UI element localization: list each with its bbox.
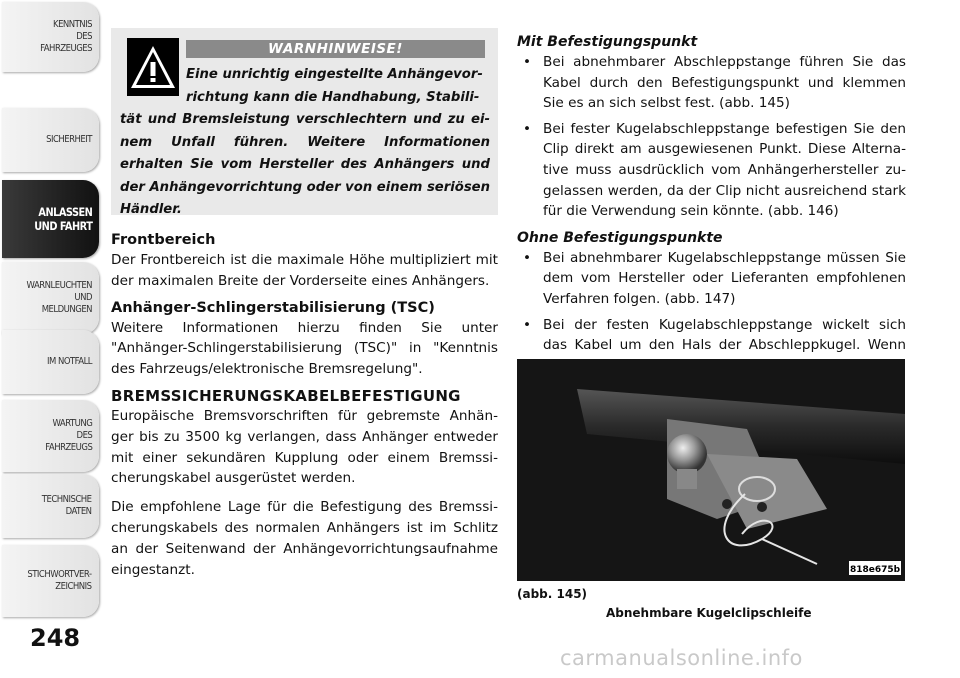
warning-line-1: Eine unrichtig eingestellte Anhängevor-: [186, 67, 483, 82]
warning-body: tät und Bremsleistung verschlechtern und zu ei- nem Unfall führen. Weitere Informationen erhalten Sie vom Hersteller des Anhängers und der Anhängevorrichtung oder von einem seriösen Händler.: [120, 112, 490, 217]
bullet-text: Bei abnehmbarer Kugelabschleppstange müssen Sie dem vom Hersteller oder Lieferanten empfohlenen Verfahren folgen. (abb. 147): [543, 249, 906, 307]
bullet-icon: •: [523, 54, 532, 70]
paragraph-frontbereich: Der Frontbereich ist die maximale Höhe multipliziert mit der maximalen Breite der Vorderseite eines Anhängers.: [111, 252, 498, 289]
heading-tsc: Anhänger-Schlingerstabilisierung (TSC): [111, 299, 435, 316]
sidebar-tab-technische-daten[interactable]: [2, 474, 99, 538]
sidebar-tab-warnleuchten[interactable]: [2, 262, 99, 334]
bullet-icon: •: [523, 316, 532, 333]
sidebar-tab-label: IM NOTFALL: [46, 356, 92, 367]
warning-text: [120, 64, 490, 222]
warning-header: WARNHINWEISE!: [186, 40, 485, 58]
sidebar-tab-label: STICHWORTVER- ZEICHNIS: [27, 569, 92, 592]
bullet-text: Bei fester Kugelabschleppstange befestigen Sie den Clip direkt am ausgewiesenen Punkt. Diese Alterna- tive muss ausdrücklich vom Anhängerhersteller zu- gelassen werden, da der Clip nicht ausreichend stark für die Verwendung sein könnte. (abb. 146): [543, 120, 906, 220]
watermark: carmanualsonline.info: [560, 646, 803, 670]
sidebar-tab-label: ANLASSEN UND FAHRT: [33, 205, 92, 233]
sidebar-tab-label: KENNTNIS DES FAHRZEUGES: [40, 19, 92, 54]
bullet-text: Bei der festen Kugelabschleppstange wickelt sich das Kabel um den Hals der Abschleppkugel. Wenn: [543, 316, 906, 354]
heading-mit-befestigungspunkt: Mit Befestigungspunkt: [517, 34, 698, 50]
sidebar-tab-label: TECHNISCHE DATEN: [42, 494, 92, 517]
figure-reference: (abb. 145): [517, 587, 588, 601]
right-column: [517, 32, 906, 376]
sidebar-tab-label: SICHERHEIT: [46, 134, 92, 145]
tow-hitch-photo: [517, 359, 905, 581]
heading-frontbereich: Frontbereich: [111, 232, 216, 248]
list-item: [517, 119, 906, 222]
list-item: [517, 248, 906, 310]
sidebar-tab-anlassen[interactable]: [2, 180, 99, 258]
paragraph-bremssicherung-2: Die empfohlene Lage für die Befestigung des Bremssi- cherungskabels des normalen Anhängers ist im Schlitz an der Seitenwand der Anhängevorrichtungsaufnahme eingestanzt.: [111, 499, 498, 578]
sidebar-tab-stichwortverzeichnis[interactable]: [2, 545, 99, 617]
paragraph-bremssicherung-1: Europäische Bremsvorschriften für gebremste Anhän- ger bis zu 3500 kg verlangen, dass Anhänger entweder mit einer sekundären Kupplung oder einem Bremssi- cherungskabel ausgerüstet werden.: [111, 407, 498, 487]
page-number: 248: [30, 624, 81, 652]
paragraph-tsc: Weitere Informationen hierzu finden Sie unter "Anhänger-Schlingerstabilisierung (TSC)" in "Kenntnis des Fahrzeugs/elektronische Bremsregelung".: [111, 319, 498, 378]
sidebar-tab-label: WARNLEUCHTEN UND MELDUNGEN: [26, 280, 92, 315]
figure-code: 818e675b: [849, 565, 901, 575]
left-column: [111, 230, 498, 580]
sidebar-tab-sicherheit[interactable]: [2, 108, 99, 172]
heading-bremssicherung: BREMSSICHERUNGSKABELBEFESTIGUNG: [111, 386, 461, 405]
bullet-icon: •: [523, 120, 532, 137]
sidebar-tab-label: WARTUNG DES FAHRZEUGS: [44, 418, 92, 453]
bullet-text: Bei abnehmbarer Abschleppstange führen Sie das Kabel durch den Befestigungspunkt und klemmen Sie es an sich selbst fest. (abb. 145): [543, 54, 906, 112]
heading-ohne-befestigungspunkte: Ohne Befestigungspunkte: [517, 229, 723, 246]
figure-caption: Abnehmbare Kugelclipschleife: [606, 606, 812, 620]
sidebar-tab-kenntnis[interactable]: [2, 2, 99, 72]
bullet-icon: •: [523, 249, 532, 266]
list-item: [517, 52, 906, 114]
warning-line-2: richtung kann die Handhabung, Stabili-: [186, 89, 480, 105]
sidebar-tab-wartung[interactable]: [2, 400, 99, 472]
sidebar-tab-notfall[interactable]: [2, 330, 99, 394]
